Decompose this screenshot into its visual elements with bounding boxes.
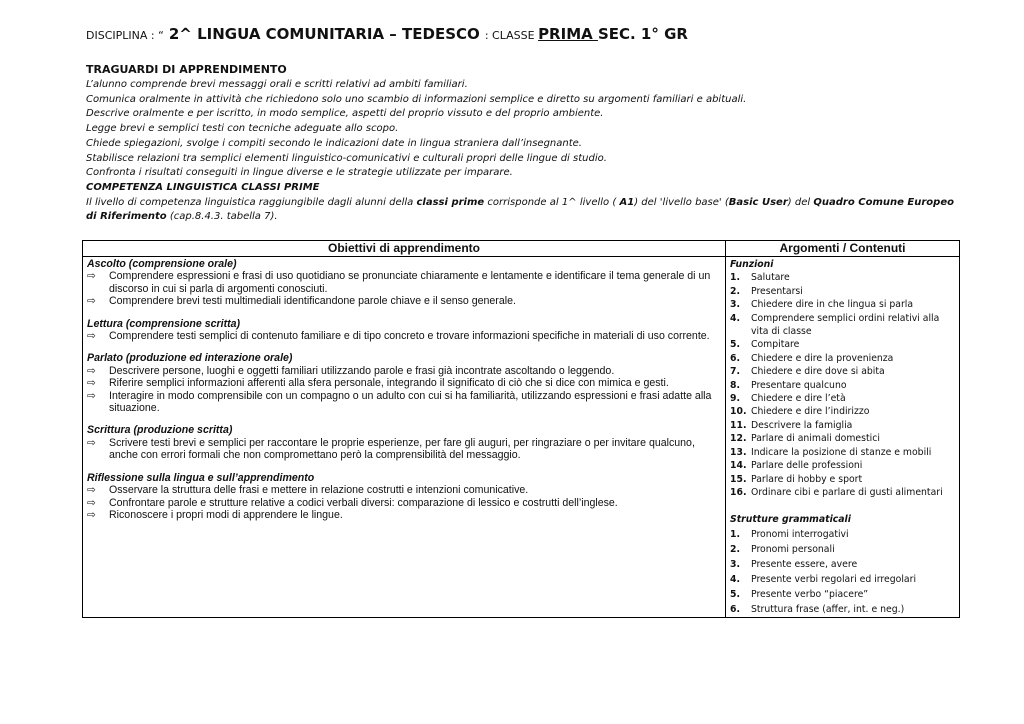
arrow-right-icon: ⇨ [87,364,96,377]
traguardi-line: Confronta i risultati conseguiti in lingue diverse e le strategie utilizzate per imparare. [86,167,513,179]
objective-text: Confrontare parole e strutture relative a codici verbali diversi: comparazione di lessico e costrutti dell’inglese. [109,496,618,509]
arrow-right-icon: ⇨ [87,508,96,521]
funzione-item: 10. Chiedere e dire l’indirizzo [730,406,870,418]
objective-text: Riferire semplici informazioni afferenti alla sfera personale, integrando il significato di ciò che si dice con mimica e gesti. [109,377,669,390]
funzione-item: 8. Presentare qualcuno [730,379,847,391]
competenza-paragraph: Il livello di competenza linguistica raggiungibile dagli alunni della classi prime corrisponde al 1^ livello ( A1) del 'livello base' (Basic User) del Quadro Comune Europeo di Riferimento (cap.8.4.3. tabella 7). [86,196,954,223]
objective-text: Comprendere testi semplici di contenuto familiare e di tipo concreto e trovare informazioni specifiche in materiali di uso corrente. [109,330,710,343]
objective-item [87,390,721,415]
funzione-item: 14. Parlare delle professioni [730,460,863,472]
objective-section [87,258,721,308]
struttura-item: 1. Pronomi interrogativi [730,528,849,540]
col-header-obiettivi: Obiettivi di apprendimento [83,241,726,257]
funzione-item: 12. Parlare di animali domestici [730,433,880,445]
objective-text: Comprendere espressioni e frasi di uso quotidiano se pronunciate chiaramente e lentamente e identificare il tema generale di un discorso in cui si parla di argomenti conosciuti. [109,270,711,295]
objective-item [87,484,721,496]
col-header-argomenti: Argomenti / Contenuti [726,241,960,257]
objective-text: Descrivere persone, luoghi e oggetti familiari utilizzando parole e frasi già incontrate ascoltando o leggendo. [109,364,615,377]
traguardi-line: Legge brevi e semplici testi con tecniche adeguate allo scopo. [86,123,399,135]
objective-text: Comprendere brevi testi multimediali identificandone parole chiave e il senso generale. [109,295,516,308]
traguardi-title: TRAGUARDI DI APPRENDIMENTO [86,63,287,76]
obiettivi-cell [83,257,726,618]
funzione-item: 4. Comprendere semplici ordini relativi alla vita di classe [730,312,940,338]
funzione-item: 2. Presentarsi [730,285,803,297]
section-title: Scrittura (produzione scritta) [87,424,233,437]
objective-section [87,352,721,414]
arrow-right-icon: ⇨ [87,484,96,497]
funzione-item: 1. Salutare [730,272,790,284]
strutture-title: Strutture grammaticali [730,514,851,526]
funzioni-list [730,271,956,499]
grade-label: SEC. 1° GR [597,25,688,43]
competenza-title: COMPETENZA LINGUISTICA CLASSI PRIME [86,181,320,193]
argomenti-cell [726,257,960,618]
struttura-item: 3. Presente essere, avere [730,558,858,570]
traguardi-line: L’alunno comprende brevi messaggi orali e scritti relativi ad ambiti familiari. [86,79,468,90]
classe-value: PRIMA [538,25,598,43]
funzione-item: 5. Compitare [730,339,800,351]
arrow-right-icon: ⇨ [87,377,96,390]
objective-text: Osservare la struttura delle frasi e mettere in relazione costrutti e intenzioni comunicative. [109,484,529,497]
arrow-right-icon: ⇨ [87,270,96,283]
funzione-item: 9. Chiedere e dire l’età [730,393,846,405]
arrow-right-icon: ⇨ [87,436,96,449]
objective-text: Interagire in modo comprensibile con un compagno o un adulto con cui si ha familiarità, utilizzando espressioni e frasi adatte alla situazione. [109,389,712,415]
struttura-item: 6. Struttura frase (affer, int. e neg.) [730,603,905,615]
arrow-right-icon: ⇨ [87,389,96,402]
struttura-item: 4. Presente verbi regolari ed irregolari [730,573,917,585]
objective-item [87,365,721,377]
traguardi-line: Chiede spiegazioni, svolge i compiti secondo le indicazioni date in lingua straniera dall’insegnante. [86,137,582,149]
section-title: Ascolto (comprensione orale) [87,258,237,270]
funzione-item: 6. Chiedere e dire la provenienza [730,352,894,364]
objective-item [87,509,721,521]
objective-item [87,377,721,389]
disciplina-label: DISCIPLINA : “ [86,29,164,42]
section-title: Lettura (comprensione scritta) [87,317,241,330]
funzione-item: 11. Descrivere la famiglia [730,419,853,431]
funzione-item: 16. Ordinare cibi e parlare di gusti alimentari [730,486,943,498]
funzione-item: 13. Indicare la posizione di stanze e mobili [730,446,932,458]
objective-item [87,270,721,295]
objective-section [87,318,721,343]
section-title: Parlato (produzione ed interazione orale) [87,352,293,365]
funzione-item: 7. Chiedere e dire dove si abita [730,366,885,378]
arrow-right-icon: ⇨ [87,295,96,308]
traguardi-line: Comunica oralmente in attività che richiedono solo uno scambio di informazioni semplice e diretto su argomenti familiari e abituali. [86,93,747,105]
struttura-item: 2. Pronomi personali [730,543,835,555]
document-header [86,24,688,43]
objective-item [87,497,721,509]
objective-section [87,472,721,522]
objective-item [87,295,721,307]
section-title: Riflessione sulla lingua e sull’apprendimento [87,471,315,484]
curriculum-table [82,240,960,618]
funzione-item: 3. Chiedere dire in che lingua si parla [730,299,914,311]
struttura-item: 5. Presente verbo “piacere” [730,588,869,600]
funzione-item: 15. Parlare di hobby e sport [730,473,863,485]
arrow-right-icon: ⇨ [87,496,96,509]
traguardi-line: Stabilisce relazioni tra semplici elementi linguistico-comunicativi e culturali propri delle lingue di studio. [86,152,607,164]
objective-text: Scrivere testi brevi e semplici per raccontare le proprie esperienze, per fare gli auguri, per ringraziare o per invitare qualcuno, anche con errori formali che non compromettano però la comprensibilità del messaggio. [109,436,695,462]
intro-section [86,63,954,225]
strutture-list [730,527,956,617]
arrow-right-icon: ⇨ [87,330,96,343]
funzioni-title: Funzioni [730,259,774,270]
objective-text: Riconoscere i propri modi di apprendere le lingue. [109,508,343,521]
traguardi-line: Descrive oralmente e per iscritto, in modo semplice, aspetti del proprio vissuto e del proprio ambiente. [86,108,604,120]
objective-item [87,330,721,342]
classe-label: : CLASSE [484,29,539,42]
objective-item [87,437,721,462]
objective-section [87,424,721,461]
subject-title: 2^ LINGUA COMUNITARIA – TEDESCO [168,25,480,43]
